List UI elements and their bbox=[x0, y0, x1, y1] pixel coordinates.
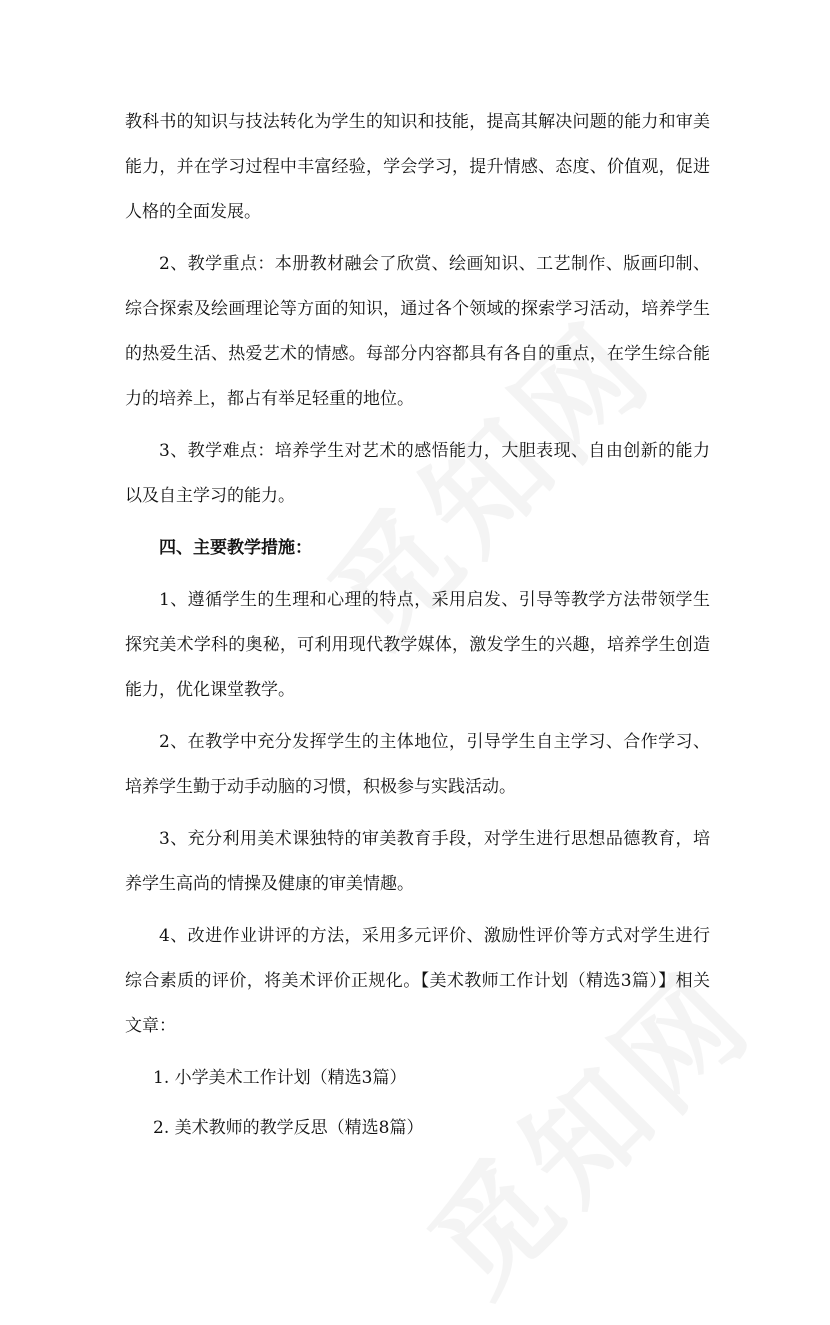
paragraph-measure-4: 4、改进作业讲评的方法，采用多元评价、激励性评价等方式对学生进行综合素质的评价，将美术评价正规化。【美术教师工作计划（精选3篇）】相关文章： bbox=[125, 926, 710, 1036]
paragraph-measure-3: 3、充分利用美术课独特的审美教育手段，对学生进行思想品德教育，培养学生高尚的情操及健康的审美情趣。 bbox=[125, 829, 710, 894]
paragraph-continuation: 教科书的知识与技法转化为学生的知识和技能，提高其解决问题的能力和审美能力，并在学习过程中丰富经验，学会学习，提升情感、态度、价值观，促进人格的全面发展。 bbox=[125, 112, 710, 222]
paragraph-measure-2: 2、在教学中充分发挥学生的主体地位，引导学生自主学习、合作学习、培养学生勤于动手动脑的习惯，积极参与实践活动。 bbox=[125, 732, 710, 797]
related-article-link[interactable]: 1. 小学美术工作计划（精选3篇） bbox=[153, 1068, 407, 1088]
related-article-link[interactable]: 2. 美术教师的教学反思（精选8篇） bbox=[153, 1118, 424, 1138]
document-body bbox=[125, 100, 710, 1156]
paragraph-teaching-difficulty: 3、教学难点：培养学生对艺术的感悟能力，大胆表现、自由创新的能力以及自主学习的能力。 bbox=[125, 441, 710, 506]
paragraph-measure-1: 1、遵循学生的生理和心理的特点，采用启发、引导等教学方法带领学生探究美术学科的奥秘，可利用现代教学媒体，激发学生的兴趣，培养学生创造能力，优化课堂教学。 bbox=[125, 590, 710, 700]
paragraph-teaching-focus: 2、教学重点：本册教材融会了欣赏、绘画知识、工艺制作、版画印制、综合探索及绘画理论等方面的知识，通过各个领域的探索学习活动，培养学生的热爱生活、热爱艺术的情感。每部分内容都具有各自的重点，在学生综合能力的培养上，都占有举足轻重的地位。 bbox=[125, 254, 710, 409]
section-heading: 四、主要教学措施： bbox=[159, 538, 312, 558]
